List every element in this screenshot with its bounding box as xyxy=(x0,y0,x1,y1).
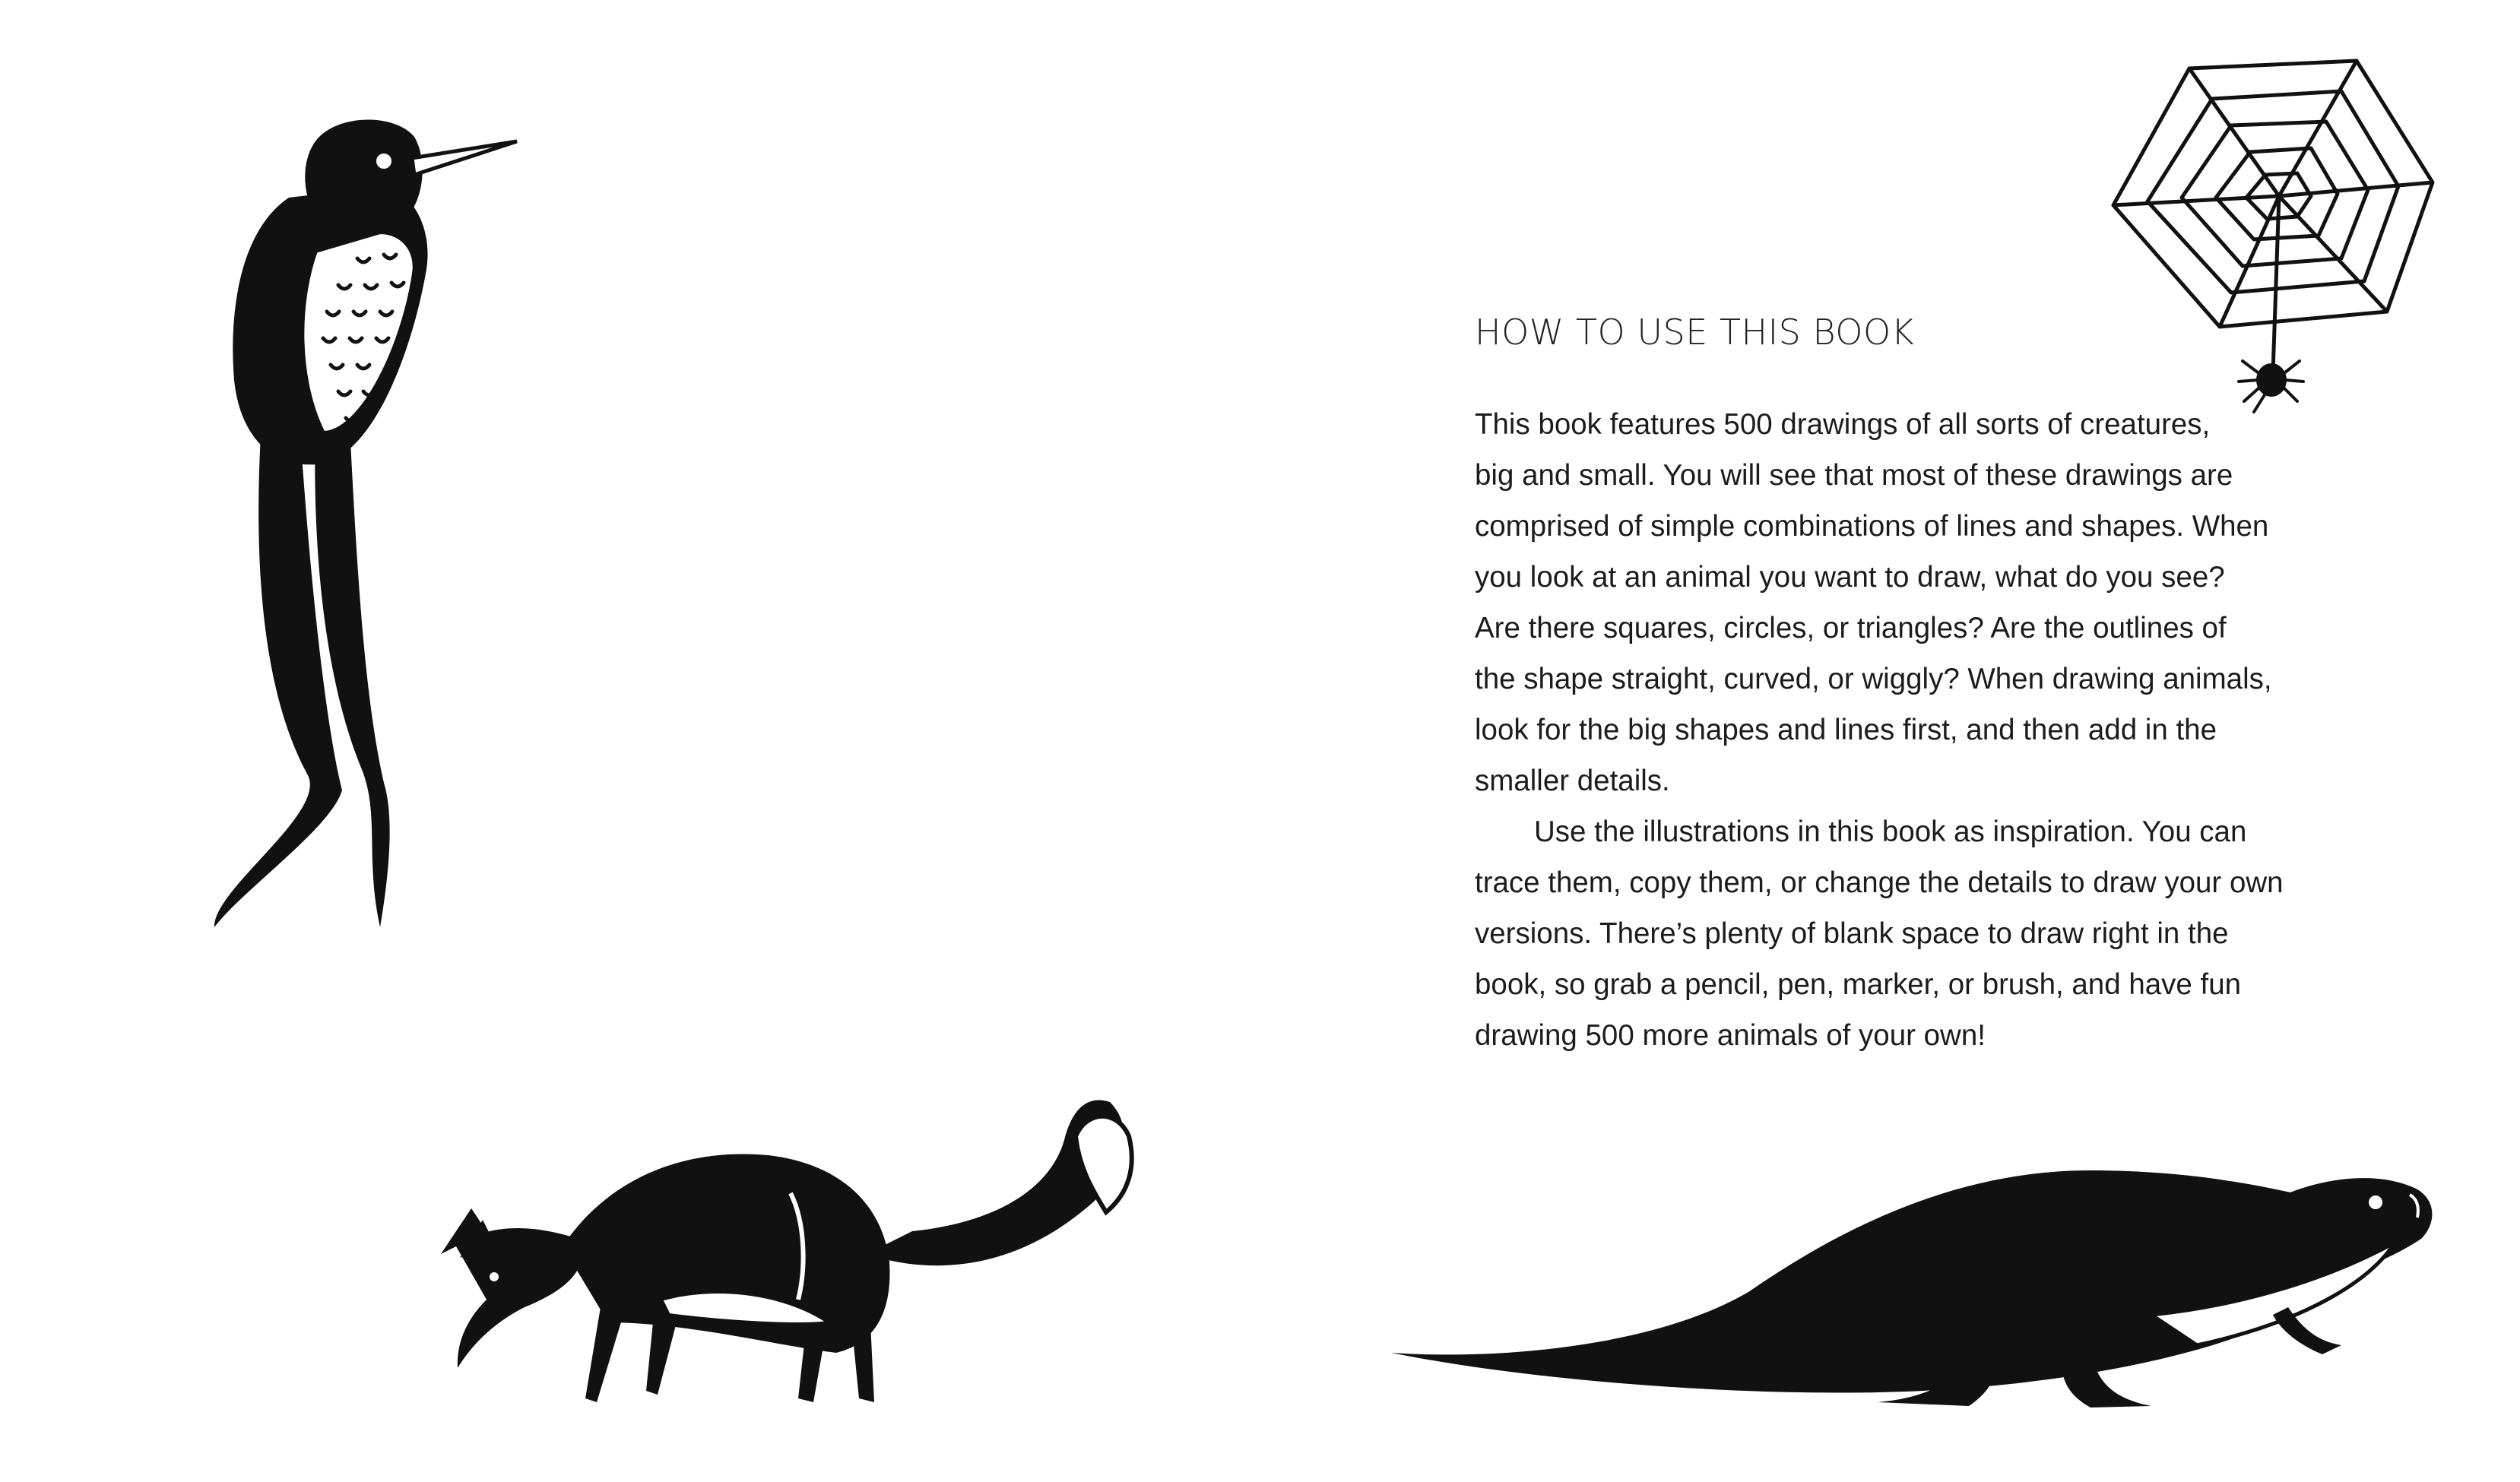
inspiration-paragraph: Use the illustrations in this book as inspiration. You can trace them, copy them, or change the details to draw your own versions. There’s plenty of blank space to draw right in the book, so grab a pencil, pen, marker, or brush, and have fun drawing 500 more animals of your own! xyxy=(1475,815,2284,1053)
long-tailed-bird-icon xyxy=(198,106,532,942)
otter-icon xyxy=(1391,1155,2440,1429)
fox-icon xyxy=(441,1094,1171,1429)
intro-paragraph: This book features 500 drawings of all sorts of creatures, big and small. You will see that most of these drawings are comprised of simple combinations of lines and shapes. When you look at an animal you want to draw, what do you see? Are there squares, circles, or triangles? Are the outlines of the shape straight, curved, or wiggly? When drawing animals, look for the big shapes and lines first, and then add in the smaller details. xyxy=(1475,408,2272,798)
section-heading: HOW TO USE THIS BOOK xyxy=(1475,312,1915,353)
how-to-use-section xyxy=(1475,312,2357,1061)
